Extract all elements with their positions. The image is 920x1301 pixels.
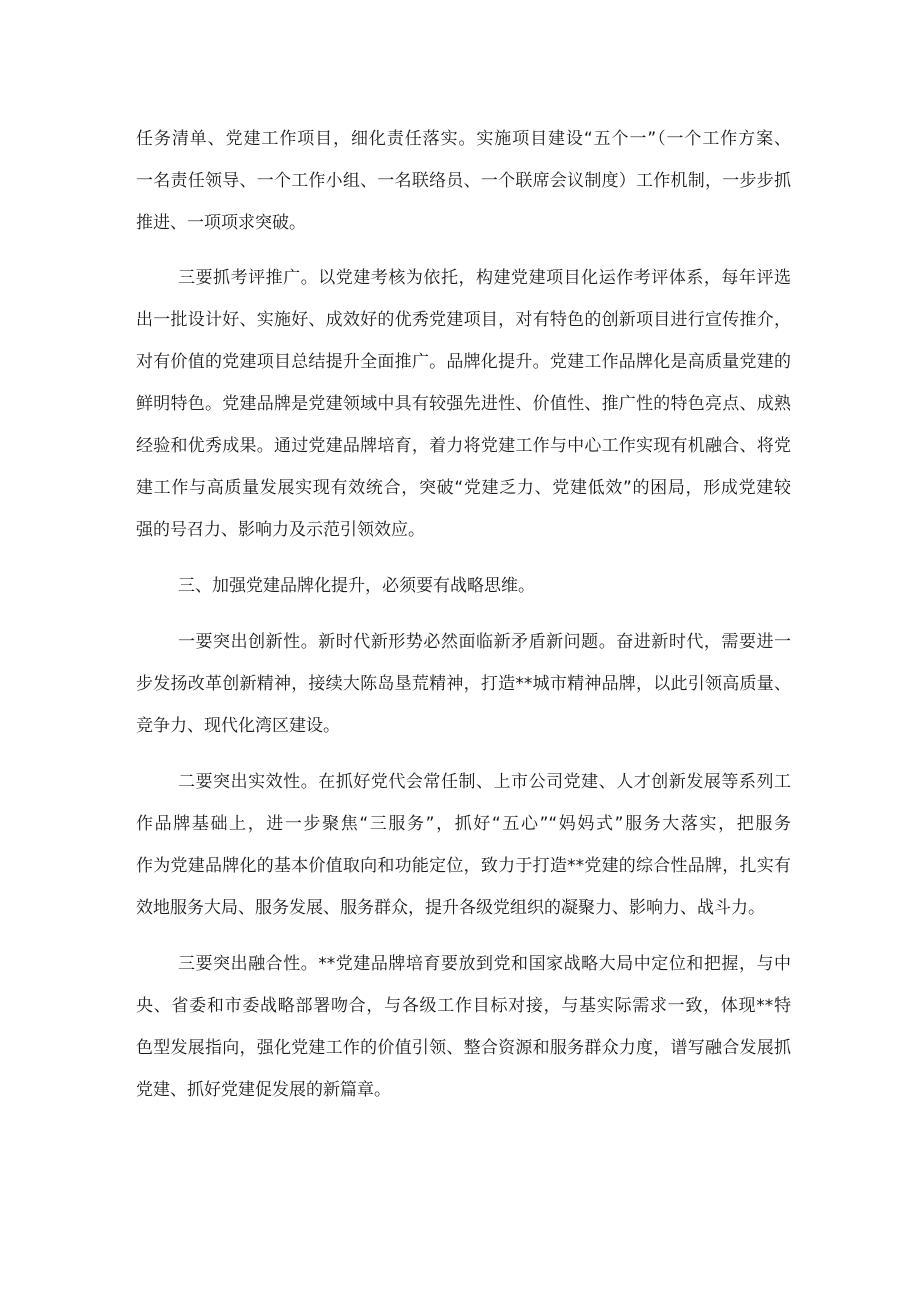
paragraph-2-line-2: 出一批设计好、实施好、成效好的优秀党建项目，对有特色的创新项目进行宣传推介， <box>136 310 791 330</box>
paragraph-5-line-2: 作品牌基础上，进一步聚焦“三服务”，抓好“五心”“妈妈式”服务大落实，把服务 <box>136 814 791 834</box>
paragraph-1-line-2: 一名责任领导、一个工作小组、一名联络员、一个联席会议制度）工作机制，一步步抓 <box>136 171 791 191</box>
paragraph-2-line-5: 经验和优秀成果。通过党建品牌培育，着力将党建工作与中心工作实现有机融合、将党 <box>136 436 791 456</box>
paragraph-2-line-6: 建工作与高质量发展实现有效统合，突破“党建乏力、党建低效”的困局，形成党建较 <box>136 478 791 498</box>
paragraph-2-line-1: 三要抓考评推广。以党建考核为依托，构建党建项目化运作考评体系，每年评选 <box>178 268 791 288</box>
paragraph-1-line-3: 推进、一项项求突破。 <box>136 213 306 233</box>
paragraph-6-line-3: 色型发展指向，强化党建工作的价值引领、整合资源和服务群众力度，谱写融合发展抓 <box>136 1038 791 1058</box>
paragraph-6-line-4: 党建、抓好党建促发展的新篇章。 <box>136 1080 391 1100</box>
paragraph-6-line-1: 三要突出融合性。**党建品牌培育要放到党和国家战略大局中定位和把握，与中 <box>178 954 791 974</box>
paragraph-6-line-2: 央、省委和市委战略部署吻合，与各级工作目标对接，与基实际需求一致，体现**特 <box>136 996 791 1016</box>
paragraph-4-line-2: 步发扬改革创新精神，接续大陈岛垦荒精神，打造**城市精神品牌，以此引领高质量、 <box>136 674 791 694</box>
section-heading: 三、加强党建品牌化提升，必须要有战略思维。 <box>178 576 535 596</box>
paragraph-2-line-3: 对有价值的党建项目总结提升全面推广。品牌化提升。党建工作品牌化是高质量党建的 <box>136 352 791 372</box>
paragraph-5-line-3: 作为党建品牌化的基本价值取向和功能定位，致力于打造**党建的综合性品牌，扎实有 <box>136 856 791 876</box>
paragraph-4-line-3: 竞争力、现代化湾区建设。 <box>136 716 340 736</box>
paragraph-5-line-1: 二要突出实效性。在抓好党代会常任制、上市公司党建、人才创新发展等系列工 <box>178 772 791 792</box>
paragraph-2-line-4: 鲜明特色。党建品牌是党建领域中具有较强先进性、价值性、推广性的特色亮点、成熟 <box>136 394 791 414</box>
paragraph-1-line-1: 任务清单、党建工作项目，细化责任落实。实施项目建设“五个一”（一个工作方案、 <box>136 129 791 149</box>
paragraph-2-line-7: 强的号召力、影响力及示范引领效应。 <box>136 520 425 540</box>
paragraph-5-line-4: 效地服务大局、服务发展、服务群众，提升各级党组织的凝聚力、影响力、战斗力。 <box>136 898 765 918</box>
paragraph-4-line-1: 一要突出创新性。新时代新形势必然面临新矛盾新问题。奋进新时代，需要进一 <box>178 632 791 652</box>
